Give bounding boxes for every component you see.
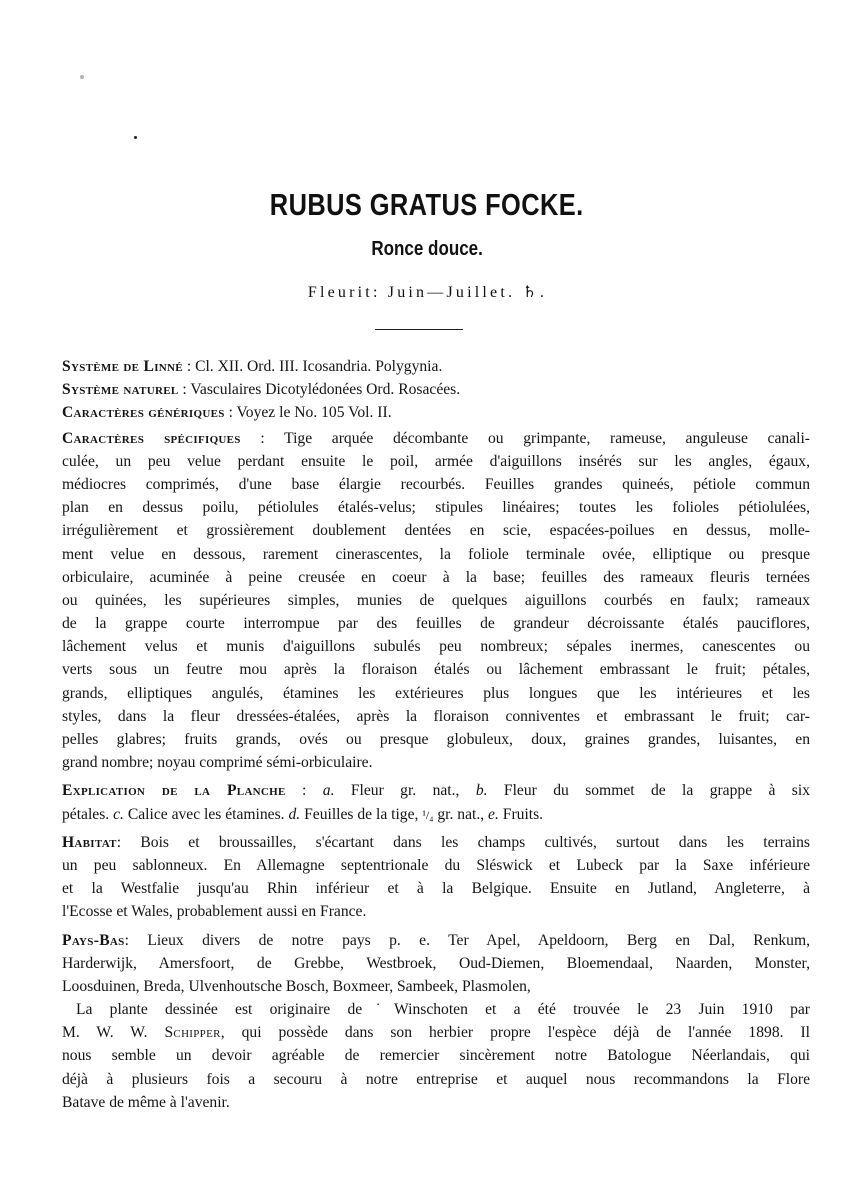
section-text: , qui possède dans son herbier propre l'espèce déjà de l'année 1898. Il — [220, 1024, 810, 1042]
scale-fraction: ¹/₄ — [422, 807, 434, 822]
section-naturel: Système naturel : Vasculaires Dicotylédonées Ord. Rosacées. — [62, 381, 461, 399]
text-line: Harderwijk, Amersfoort, de Grebbe, Westbroek, Oud-Diemen, Bloemendaal, Naarden, Monster, — [62, 954, 810, 972]
section-text: Cl. XII. Ord. III. Icosandria. Polygynia. — [195, 358, 443, 375]
flowering-period: Fleurit: Juin—Juillet. ♄. — [307, 284, 548, 301]
text-line: plan en dessus poilu, pétiolules étalés-velus; stipules linéaires; toutes les folioles pétiolulées, — [62, 499, 810, 517]
section-planche: Explication de la Planche : a. Fleur gr. nat., b. Fleur du sommet de la grappe à six pétales. c. Calice avec les étamines. d. Feuilles de la tige, ¹/₄ gr. nat., e. Fruits. — [62, 782, 810, 823]
text-line: médiocres comprimés, d'une base élargie recourbés. Feuilles grandes quineés, pétiole commun — [62, 475, 810, 493]
text-line: un peu sablonneux. En Allemagne septentrionale du Sléswick et Lubeck par la Saxe inférieure — [62, 856, 810, 874]
section-text: Lieux divers de notre pays p. e. Ter Apel, Apeldoorn, Berg en Dal, Renkum, — [147, 931, 810, 949]
text-line: de la grappe courte interrompue par des feuilles de grandeur décroissante étalés pauciflores, — [62, 615, 810, 633]
title-divider — [375, 329, 463, 330]
text-line: grand nombre; noyau comprimé sémi-orbiculaire. — [62, 754, 373, 772]
text-line: irrégulièrement et grossièrement doublement dentées en scie, espacées-poilues en dessus, molle- — [62, 522, 810, 540]
description-body — [62, 355, 810, 1119]
collector-initials: M. W. W. — [62, 1024, 148, 1042]
section-label: Explication de la Planche — [62, 782, 286, 800]
common-name: Ronce douce. — [371, 238, 483, 260]
text-line: pelles glabres; fruits grands, ovés ou presque globuleux, doux, graines grandes, luisantes, en — [62, 731, 810, 748]
text-line: déjà à plusieurs fois a secouru à notre entreprise et auquel nous recommandons la Flore — [62, 1070, 810, 1088]
text-line: l'Ecosse et Wales, probablement aussi en France. — [62, 903, 367, 921]
text-line: orbiculaire, acuminée à peine creusée en coeur à la base; feuilles des rameaux fleuris ternées — [62, 568, 810, 586]
paper-speck — [80, 75, 84, 79]
figure-caption: Fleur du sommet de la grappe à six — [503, 782, 810, 800]
section-linne: Système de Linné : Cl. XII. Ord. III. Icosandria. Polygynia. — [62, 358, 443, 375]
species-title: RUBUS GRATUS FOCKE. — [269, 187, 584, 222]
figure-caption: gr. nat., — [437, 805, 485, 823]
section-habitat: Habitat: Bois et broussailles, s'écartant dans les champs cultivés, surtout dans les terrains un peu sablonneux. En Allemagne septentrionale du Sléswick et Lubeck par la Saxe inférieure et la Westfalie jusqu'au Rhin inférieur et à la Belgique. Ensuite en Jutland, Angleterre, à l'Ecosse et Wales, probablement aussi en France. — [62, 831, 810, 924]
section-paysbas: Pays-Bas: Lieux divers de notre pays p. e. Ter Apel, Apeldoorn, Berg en Dal, Renkum, Harderwijk, Amersfoort, de Grebbe, Westbroek, Oud-Diemen, Bloemendaal, Naarden, Monster, Loosduinen, Breda, Ulvenhoutsche Bosch, Boxmeer, Sambeek, Plasmolen, — [62, 929, 810, 999]
figure-letter: b. — [475, 782, 488, 800]
text-line: et la Westfalie jusqu'au Rhin inférieur et à la Belgique. Ensuite en Jutland, Angleterre, à — [62, 880, 810, 898]
text-line: lâchement velus et munis d'aiguillons subulés peu nombreux; sépales inermes, canescentes ou — [62, 638, 810, 656]
figure-letter: d. — [288, 805, 301, 823]
figure-caption: Fruits. — [502, 805, 544, 823]
text-line: styles, dans la fleur dressées-étalées, après la floraison conniventes et embrassant le fruit; car- — [62, 707, 810, 725]
text-line: verts sous un feutre mou après la floraison étalés ou lâchement embrassant le fruit; pétales, — [62, 661, 810, 679]
text-line: ment velue en dessous, rarement cinerascentes, la foliole terminale ovée, elliptique ou presque — [62, 545, 810, 563]
section-generiques: Caractères génériques : Voyez le No. 105 Vol. II. — [62, 404, 392, 422]
text-line: grands, elliptiques angulés, étamines les extérieures plus longues que les intérieures et les — [62, 684, 810, 702]
section-label: Habitat — [62, 833, 117, 851]
text-line: La plante dessinée est originaire de˙Winschoten et a été trouvée le 23 Juin 1910 par — [76, 1001, 810, 1019]
section-label: Pays-Bas — [62, 931, 125, 949]
section-text: Vasculaires Dicotylédonées Ord. Rosacées. — [190, 381, 461, 399]
figure-letter: a. — [322, 782, 335, 800]
figure-letter: e. — [488, 805, 499, 823]
figure-caption: Calice avec les étamines. — [127, 805, 285, 823]
section-note — [62, 998, 810, 1114]
text-line: nous semble un devoir agréable de remercier sincèrement notre Batologue Néerlandais, qui — [62, 1047, 810, 1065]
section-label: Système de Linné — [62, 358, 183, 375]
figure-caption: pétales. — [62, 805, 110, 823]
figure-letter: c. — [113, 805, 124, 823]
section-label: Caractères spécifiques — [62, 429, 241, 447]
figure-caption: Fleur gr. nat., — [350, 782, 460, 800]
section-text: Bois et broussailles, s'écartant dans les champs cultivés, surtout dans les terrains — [140, 833, 811, 851]
figure-caption: Feuilles de la tige, — [304, 805, 419, 823]
paper-speck — [134, 136, 137, 139]
section-label: Système naturel — [62, 381, 179, 399]
section-label: Caractères génériques — [62, 404, 225, 422]
collector-name: Schipper — [164, 1024, 221, 1042]
text-line: Batave de même à l'avenir. — [62, 1093, 230, 1111]
section-specifiques: Caractères spécifiques : Tige arquée décombante ou grimpante, rameuse, anguleuse canali- culée, un peu velue perdant ensuite le poil, armée d'aiguillons insérés sur les angles, égaux, médiocres comprimés, d'une base élargie recourbés. Feuilles grandes quineés, pétiole commun plan en dessus poilu, pétiolules étalés-velus; stipules linéaires; toutes les folioles pétiolulées, irrégulièrement et grossièrement doublement dentées en scie, espacées-poilues en dessus, molle- ment velue en dessous, rarement cinerascentes, la foliole terminale ovée, elliptique ou presque orbiculaire, acuminée à peine creusée en coeur à la base; feuilles des rameaux fleuris ternées ou quinées, les supérieures simples, munies de quelques aiguillons courbés en faulx; rameaux de la grappe courte interrompue par des feuilles de grandeur décroissante étalés pauciflores, lâchement velus et munis d'aiguillons subulés peu nombreux; sépales inermes, canescentes ou verts sous un feutre mou après la floraison étalés ou lâchement embrassant le fruit; pétales, grands, elliptiques angulés, étamines les extérieures plus longues que les intérieures et les styles, dans la fleur dressées-étalées, après la floraison conniventes et embrassant le fruit; car- pelles glabres; fruits grands, ovés ou presque globuleux, doux, graines grandes, luisantes, en grand nombre; noyau comprimé sémi-orbiculaire. — [62, 427, 810, 775]
text-line: culée, un peu velue perdant ensuite le poil, armée d'aiguillons insérés sur les angles, égaux, — [62, 452, 810, 470]
text-line: Loosduinen, Breda, Ulvenhoutsche Bosch, Boxmeer, Sambeek, Plasmolen, — [62, 977, 531, 995]
section-text: Voyez le No. 105 Vol. II. — [236, 404, 392, 422]
text-line: ou quinées, les supérieures simples, munies de quelques aiguillons courbés en faulx; rameaux — [62, 591, 810, 609]
section-text: Tige arquée décombante ou grimpante, rameuse, anguleuse canali- — [284, 429, 810, 447]
